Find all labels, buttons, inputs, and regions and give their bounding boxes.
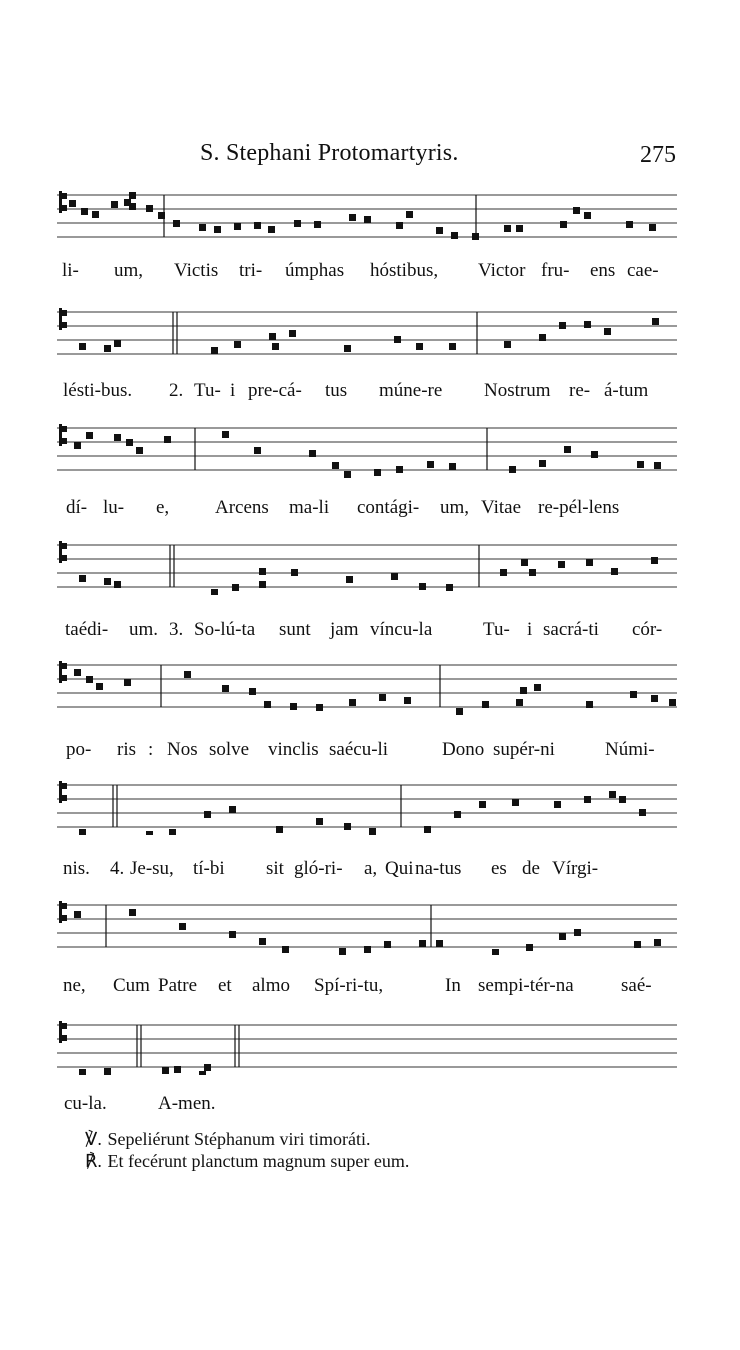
neume-note: [559, 933, 566, 940]
neume-note: [512, 799, 519, 806]
neume-note: [529, 569, 536, 576]
neume-note: [349, 214, 356, 221]
neume-note: [396, 222, 403, 229]
syllable: a,: [364, 858, 378, 879]
neume-note: [136, 447, 143, 454]
clef-icon: [59, 424, 67, 446]
neumes: [79, 1064, 211, 1075]
neume-note: [574, 929, 581, 936]
neume-note: [364, 216, 371, 223]
syllable: i: [527, 619, 533, 640]
neume-note: [436, 227, 443, 234]
syllable: Vírgi-: [552, 858, 599, 879]
neume-note: [521, 559, 528, 566]
syllable: Nostrum: [484, 380, 551, 401]
neume-note: [391, 573, 398, 580]
neume-note: [451, 232, 458, 239]
syllable: Arcens: [215, 497, 269, 518]
syllable: re-pél-lens: [538, 497, 620, 518]
neume-note: [211, 347, 218, 354]
neume-note: [214, 226, 221, 233]
staff-7: [57, 895, 677, 955]
neume-note: [104, 578, 111, 585]
page-header: [0, 140, 740, 180]
neume-note: [339, 948, 346, 955]
syllable: lésti-bus.: [63, 380, 133, 401]
neume-note: [516, 225, 523, 232]
syllable: In: [445, 975, 461, 996]
syllable: cór-: [632, 619, 663, 640]
syllable: ris: [117, 739, 136, 760]
syllable: saé-: [621, 975, 652, 996]
clef-icon: [59, 191, 67, 213]
neume-note: [81, 208, 88, 215]
neume-note: [254, 222, 261, 229]
neume-note: [509, 466, 516, 473]
syllable: um,: [114, 260, 144, 281]
neumes: [74, 669, 676, 715]
syllable: solve: [209, 739, 250, 760]
neume-note: [419, 583, 426, 590]
neume-note: [504, 225, 511, 232]
neume-note: [584, 212, 591, 219]
syllable: e,: [156, 497, 170, 518]
syllable: ens: [590, 260, 616, 281]
neume-note: [199, 224, 206, 231]
neume-note: [539, 460, 546, 467]
neumes: [79, 318, 659, 354]
staff-2: [57, 302, 677, 362]
response-line: [85, 1150, 409, 1172]
versicle-text: Sepeliérunt Stéphanum viri timoráti.: [107, 1129, 371, 1149]
syllable: úmphas: [285, 260, 345, 281]
neume-note: [449, 463, 456, 470]
neume-note: [74, 442, 81, 449]
bar-lines: [170, 545, 479, 587]
versicle-line: [85, 1128, 409, 1150]
neume-note: [479, 801, 486, 808]
syllable: es: [491, 858, 507, 879]
neume-note: [651, 695, 658, 702]
neume-note: [573, 207, 580, 214]
page-title: S. Stephani Protomartyris.: [200, 140, 459, 166]
neume-note: [314, 221, 321, 228]
chant-system-2: [57, 302, 677, 412]
syllable: Victis: [174, 260, 219, 281]
syllable: cu-la.: [64, 1093, 107, 1114]
syllable: Cum: [113, 975, 150, 996]
neume-note: [204, 1064, 211, 1071]
staff-4: [57, 535, 677, 595]
neume-note: [291, 569, 298, 576]
neume-note: [520, 687, 527, 694]
neume-note: [560, 221, 567, 228]
syllable: ne,: [63, 975, 86, 996]
syllable: sempi-tér-na: [478, 975, 574, 996]
neume-note: [129, 203, 136, 210]
neume-note: [456, 708, 463, 715]
syllable: víncu-la: [370, 619, 433, 640]
syllable: 2.: [169, 380, 184, 401]
neume-note: [396, 466, 403, 473]
syllable: nis.: [63, 858, 90, 879]
chant-system-4: [57, 535, 677, 645]
neume-note: [222, 431, 229, 438]
syllable: i: [230, 380, 236, 401]
neume-note: [634, 941, 641, 948]
neume-note: [649, 224, 656, 231]
neume-note: [584, 321, 591, 328]
neume-note: [264, 701, 271, 708]
neume-note: [504, 341, 511, 348]
neume-note: [79, 343, 86, 350]
neume-note: [69, 200, 76, 207]
neume-note: [349, 699, 356, 706]
syllable: Je-su,: [130, 858, 174, 879]
neume-note: [564, 446, 571, 453]
neume-note: [344, 471, 351, 478]
clef-icon: [59, 901, 67, 923]
syllable: um.: [129, 619, 159, 640]
neume-note: [492, 949, 499, 955]
staff-5: [57, 655, 677, 715]
clef-icon: [59, 661, 67, 683]
neume-note: [516, 699, 523, 706]
staff-lines: [57, 1025, 677, 1067]
neume-note: [92, 211, 99, 218]
neume-note: [222, 685, 229, 692]
neume-note: [229, 806, 236, 813]
chant-system-3: [57, 418, 677, 528]
neume-note: [229, 931, 236, 938]
syllable: supér-ni: [493, 739, 555, 760]
neume-note: [316, 818, 323, 825]
syllable: um,: [440, 497, 470, 518]
neume-note: [379, 694, 386, 701]
syllable: pre-cá-: [248, 380, 302, 401]
neume-note: [79, 829, 86, 835]
neume-note: [259, 938, 266, 945]
staff-8: [57, 1015, 677, 1075]
neume-note: [586, 559, 593, 566]
neume-note: [86, 676, 93, 683]
syllable: Patre: [158, 975, 198, 996]
syllable: po-: [66, 739, 92, 760]
bar-lines: [195, 428, 487, 470]
staff-1: [57, 185, 677, 245]
neume-note: [609, 791, 616, 798]
neume-note: [269, 333, 276, 340]
neume-note: [74, 669, 81, 676]
chant-system-5: [57, 655, 677, 765]
neume-note: [604, 328, 611, 335]
neume-note: [259, 568, 266, 575]
neume-note: [344, 823, 351, 830]
neume-note: [173, 220, 180, 227]
response-text: Et fecérunt planctum magnum super eum.: [107, 1151, 410, 1171]
neume-note: [394, 336, 401, 343]
syllable: almo: [252, 975, 290, 996]
neume-note: [344, 345, 351, 352]
neume-note: [268, 226, 275, 233]
syllable: Tu-: [483, 619, 510, 640]
neumes: [79, 557, 658, 595]
neume-note: [294, 220, 301, 227]
syllable: re-: [569, 380, 591, 401]
syllable: tus: [325, 380, 348, 401]
neume-note: [179, 923, 186, 930]
neume-note: [272, 343, 279, 350]
neume-note: [384, 941, 391, 948]
syllable: li-: [62, 260, 79, 281]
syllable: saécu-li: [329, 739, 389, 760]
neume-note: [74, 911, 81, 918]
clef-icon: [59, 781, 67, 803]
staff-lines: [57, 312, 677, 354]
neume-note: [446, 584, 453, 591]
neume-note: [86, 432, 93, 439]
neume-note: [114, 581, 121, 588]
neume-note: [500, 569, 507, 576]
neume-note: [346, 576, 353, 583]
syllable: gló-ri-: [294, 858, 343, 879]
neume-note: [404, 697, 411, 704]
syllable: na-tus: [415, 858, 462, 879]
syllable: vinclis: [268, 739, 319, 760]
neume-note: [669, 699, 676, 706]
syllable: fru-: [541, 260, 570, 281]
neume-note: [626, 221, 633, 228]
neume-note: [204, 811, 211, 818]
syllable: A-men.: [158, 1093, 216, 1114]
neume-note: [654, 462, 661, 469]
neumes: [69, 192, 656, 240]
neume-note: [79, 575, 86, 582]
bar-lines: [137, 1025, 239, 1067]
neume-note: [559, 322, 566, 329]
bar-lines: [106, 905, 431, 947]
syllable: á-tum: [604, 380, 649, 401]
neume-note: [364, 946, 371, 953]
neume-note: [652, 318, 659, 325]
syllable: ma-li: [289, 497, 330, 518]
staff-lines: [57, 665, 677, 707]
neume-note: [249, 688, 256, 695]
neume-note: [639, 809, 646, 816]
neume-note: [199, 1071, 206, 1075]
syllable: contági-: [357, 497, 420, 518]
neume-note: [234, 223, 241, 230]
neume-note: [332, 462, 339, 469]
neume-note: [419, 940, 426, 947]
syllable: Númi-: [605, 739, 655, 760]
syllable: hóstibus,: [370, 260, 439, 281]
neume-note: [282, 946, 289, 953]
neume-note: [104, 345, 111, 352]
bar-lines: [113, 785, 401, 827]
neume-note: [232, 584, 239, 591]
syllable: et: [218, 975, 232, 996]
neume-note: [174, 1066, 181, 1073]
syllable: Qui: [385, 858, 414, 879]
neume-note: [554, 801, 561, 808]
neume-note: [276, 826, 283, 833]
neume-note: [96, 683, 103, 690]
neume-note: [630, 691, 637, 698]
syllable: Tu-: [194, 380, 221, 401]
syllable: múne-re: [379, 380, 443, 401]
neumes: [74, 909, 661, 955]
neume-note: [111, 201, 118, 208]
neume-note: [289, 330, 296, 337]
neume-note: [539, 334, 546, 341]
syllable: Spí-ri-tu,: [314, 975, 384, 996]
neume-note: [104, 1068, 111, 1075]
syllable: sacrá-ti: [543, 619, 599, 640]
neume-note: [162, 1067, 169, 1074]
bar-lines: [161, 665, 440, 707]
syllable: dí-: [66, 497, 88, 518]
staff-3: [57, 418, 677, 478]
staff-lines: [57, 905, 677, 947]
clef-icon: [59, 1021, 67, 1043]
neume-note: [558, 561, 565, 568]
neume-note: [146, 831, 153, 835]
neume-note: [211, 589, 218, 595]
neume-note: [316, 704, 323, 711]
neume-note: [184, 671, 191, 678]
syllable: tri-: [239, 260, 263, 281]
staff-6: [57, 775, 677, 835]
neume-note: [427, 461, 434, 468]
neume-note: [416, 343, 423, 350]
syllable: tí-bi: [193, 858, 225, 879]
syllable: lu-: [103, 497, 125, 518]
syllable: 3.: [169, 619, 184, 640]
neume-note: [436, 940, 443, 947]
neume-note: [164, 436, 171, 443]
syllable: So-lú-ta: [194, 619, 256, 640]
neume-note: [591, 451, 598, 458]
syllable: cae-: [627, 260, 659, 281]
neume-note: [449, 343, 456, 350]
neume-note: [406, 211, 413, 218]
syllable: 4.: [110, 858, 125, 879]
neume-note: [129, 909, 136, 916]
neume-note: [169, 829, 176, 835]
neume-note: [146, 205, 153, 212]
neume-note: [584, 796, 591, 803]
syllable: Vitae: [481, 497, 522, 518]
syllable: sunt: [279, 619, 311, 640]
neume-note: [482, 701, 489, 708]
neume-note: [454, 811, 461, 818]
syllable: de: [522, 858, 540, 879]
neume-note: [651, 557, 658, 564]
neume-note: [124, 679, 131, 686]
syllable: Dono: [442, 739, 485, 760]
chant-system-7: [57, 895, 677, 1005]
neume-note: [290, 703, 297, 710]
neume-note: [369, 828, 376, 835]
neume-note: [129, 192, 136, 199]
response-symbol: ℟.: [85, 1151, 102, 1171]
neume-note: [534, 684, 541, 691]
syllable: taédi-: [65, 619, 109, 640]
neume-note: [309, 450, 316, 457]
page-number: 275: [640, 142, 676, 168]
neume-note: [114, 434, 121, 441]
neume-note: [611, 568, 618, 575]
neume-note: [254, 447, 261, 454]
bar-lines: [173, 312, 477, 354]
neumes: [74, 431, 661, 478]
neume-note: [126, 439, 133, 446]
neume-note: [374, 469, 381, 476]
clef-icon: [59, 541, 67, 563]
neume-note: [234, 341, 241, 348]
neume-note: [79, 1069, 86, 1075]
syllable: Victor: [478, 260, 526, 281]
syllable: :: [148, 739, 154, 760]
neume-note: [259, 581, 266, 588]
syllable: Nos: [167, 739, 198, 760]
neume-note: [654, 939, 661, 946]
staff-lines: [57, 545, 677, 587]
versicles: [85, 1128, 409, 1172]
staff-lines: [57, 785, 677, 827]
clef-icon: [59, 308, 67, 330]
syllable: jam: [330, 619, 359, 640]
neume-note: [586, 701, 593, 708]
syllable: sit: [266, 858, 284, 879]
neume-note: [526, 944, 533, 951]
neume-note: [619, 796, 626, 803]
neume-note: [637, 461, 644, 468]
chant-system-1: [57, 185, 677, 295]
chant-system-6: [57, 775, 677, 885]
versicle-symbol: ℣.: [85, 1129, 102, 1149]
staff-lines: [57, 428, 677, 470]
chant-system-8: [57, 1015, 677, 1125]
bar-lines: [164, 195, 476, 237]
neume-note: [424, 826, 431, 833]
neume-note: [114, 340, 121, 347]
